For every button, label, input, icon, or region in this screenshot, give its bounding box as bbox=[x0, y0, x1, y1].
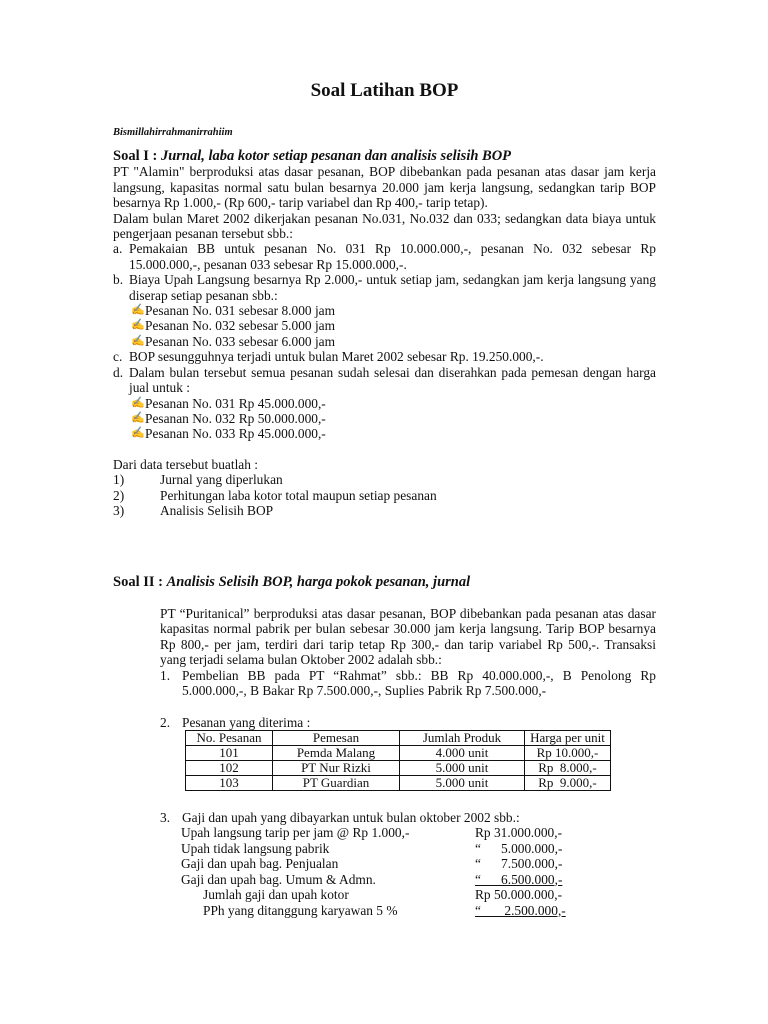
soal1-item-d-sub bbox=[113, 411, 656, 426]
soal1-heading-topic: Jurnal, laba kotor setiap pesanan dan analisis selisih BOP bbox=[160, 148, 512, 164]
item-marker: 1. bbox=[160, 667, 171, 683]
item-text: Pemakaian BB untuk pesanan No. 031 Rp 10.000.000,-, pesanan No. 032 sebesar Rp 15.000.000,-, pesanan 033 sebesar Rp 15.000.000,-. bbox=[129, 241, 656, 272]
wage-row bbox=[181, 856, 621, 872]
soal1-task-intro: Dari data tersebut buatlah : bbox=[113, 456, 259, 472]
table-cell: Rp 9.000,- bbox=[525, 776, 611, 791]
soal2-heading-topic: Analisis Selisih BOP, harga pokok pesanan, jurnal bbox=[166, 574, 471, 590]
soal1-paragraph-1: PT "Alamin" berproduksi atas dasar pesanan, BOP dibebankan pada pesanan atas dasar jam kerja langsung, kapasitas normal satu bulan besarnya 20.000 jam kerja langsung, sedangkan tarip BOP besarnya Rp 1.000,- (Rp 600,- tarip variabel dan Rp 400,- tarip tetap). bbox=[113, 164, 656, 211]
item-marker: b. bbox=[113, 272, 124, 288]
wage-amount: Rp 31.000.000,- bbox=[475, 825, 563, 840]
orders-table bbox=[185, 730, 611, 791]
soal1-item-c bbox=[113, 349, 656, 364]
table-cell: 5.000 unit bbox=[400, 761, 525, 776]
table-cell: PT Nur Rizki bbox=[273, 761, 400, 776]
table-cell: PT Guardian bbox=[273, 776, 400, 791]
table-cell: 4.000 unit bbox=[400, 746, 525, 761]
table-row bbox=[186, 761, 611, 776]
soal2-heading-label: Soal II : bbox=[113, 574, 167, 590]
soal2-item-3 bbox=[160, 810, 656, 825]
wage-row bbox=[181, 887, 621, 903]
soal2-item-2 bbox=[160, 715, 656, 730]
table-cell: 101 bbox=[186, 746, 273, 761]
table-header-cell: Jumlah Produk bbox=[400, 731, 525, 746]
document-title: Soal Latihan BOP bbox=[310, 80, 459, 101]
item-marker: c. bbox=[113, 349, 123, 365]
task-marker: 1) bbox=[113, 472, 125, 488]
soal1-item-a bbox=[113, 241, 656, 272]
wage-row bbox=[181, 825, 621, 841]
soal2-heading-wrap bbox=[113, 575, 656, 590]
wage-amount: “ 5.000.000,- bbox=[475, 840, 563, 856]
soal2-paragraph-1: PT “Puritanical” berproduksi atas dasar pesanan, BOP dibebankan pada pesanan atas dasar kapasitas normal pabrik per bulan sebesar 30.000 jam kerja langsung. Tarip BOP besarnya Rp 800,- per jam, terdiri dari tarip tetap Rp 300,- dan tarip variabel Rp 500,-. Transaksi yang terjadi selama bulan Oktober 2002 adalah sbb.: bbox=[160, 606, 656, 668]
item-text: Dalam bulan tersebut semua pesanan sudah selesai dan diserahkan pada pemesan dengan harga jual untuk : bbox=[129, 364, 656, 396]
table-row bbox=[186, 746, 611, 761]
table-header-row bbox=[186, 731, 611, 746]
soal2-item-1 bbox=[160, 668, 656, 699]
pen-bullet-icon: ✍ bbox=[131, 319, 145, 332]
soal1-paragraph-2: Dalam bulan Maret 2002 dikerjakan pesanan No.031, No.032 dan 033; sedangkan data biaya untuk pengerjaan pesanan tersebut sbb.: bbox=[113, 210, 656, 242]
pen-bullet-icon: ✍ bbox=[131, 334, 145, 347]
soal1-item-d-sub bbox=[113, 396, 656, 411]
task-marker: 3) bbox=[113, 502, 125, 518]
bismillah-line: Bismillahirrahmanirrahiim bbox=[113, 127, 233, 138]
soal1-item-b-sub bbox=[113, 334, 656, 349]
wage-row bbox=[181, 903, 621, 919]
item-text: Biaya Upah Langsung besarnya Rp 2.000,- untuk setiap jam, sedangkan jam kerja langsung yang diserap setiap pesanan sbb.: bbox=[129, 272, 656, 303]
soal1-task-item bbox=[113, 472, 656, 487]
sub-item-text: Pesanan No. 032 sebesar 5.000 jam bbox=[145, 318, 336, 334]
table-row bbox=[186, 776, 611, 791]
wage-amount: “ 2.500.000,- bbox=[475, 902, 566, 918]
table-header-cell: Pemesan bbox=[273, 731, 400, 746]
wage-label: PPh yang ditanggung karyawan 5 % bbox=[203, 902, 398, 918]
soal1-item-d-sub bbox=[113, 426, 656, 441]
soal1-task-item bbox=[113, 488, 656, 503]
wage-label: Upah langsung tarip per jam @ Rp 1.000,- bbox=[181, 825, 410, 840]
table-cell: Rp 10.000,- bbox=[525, 746, 611, 761]
wage-row bbox=[181, 841, 621, 857]
soal1-task-item bbox=[113, 503, 656, 518]
soal2-item-2-line bbox=[160, 715, 656, 730]
table-cell: Pemda Malang bbox=[273, 746, 400, 761]
soal1-item-b-sub bbox=[113, 318, 656, 333]
table-cell: 103 bbox=[186, 776, 273, 791]
item-text: Pesanan yang diterima : bbox=[182, 715, 311, 730]
soal1-heading-label: Soal I : bbox=[113, 148, 161, 164]
wage-label: Jumlah gaji dan upah kotor bbox=[203, 887, 349, 902]
item-text: Gaji dan upah yang dibayarkan untuk bulan oktober 2002 sbb.: bbox=[182, 810, 520, 825]
item-marker: 2. bbox=[160, 715, 171, 730]
pen-bullet-icon: ✍ bbox=[131, 427, 145, 440]
wage-amount: “ 7.500.000,- bbox=[475, 856, 563, 871]
sub-item-text: Pesanan No. 033 sebesar 6.000 jam bbox=[145, 333, 336, 349]
wages-list bbox=[181, 825, 621, 918]
item-marker: a. bbox=[113, 241, 123, 257]
table-cell: 102 bbox=[186, 761, 273, 776]
item-text: Pembelian BB pada PT “Rahmat” sbb.: BB Rp 40.000.000,-, B Penolong Rp 5.000.000,-, B Bakar Rp 7.500.000,-, Suplies Pabrik Rp 7.500.000,- bbox=[182, 667, 656, 699]
wage-amount: Rp 50.000.000,- bbox=[475, 887, 563, 902]
soal2-body bbox=[160, 606, 656, 698]
pen-bullet-icon: ✍ bbox=[131, 396, 145, 409]
task-text: Analisis Selisih BOP bbox=[160, 502, 274, 518]
pen-bullet-icon: ✍ bbox=[131, 411, 145, 424]
table-header-cell: No. Pesanan bbox=[186, 731, 273, 746]
soal1-item-d bbox=[113, 365, 656, 396]
pen-bullet-icon: ✍ bbox=[131, 304, 145, 317]
sub-item-text: Pesanan No. 032 Rp 50.000.000,- bbox=[145, 410, 326, 426]
task-text: Jurnal yang diperlukan bbox=[160, 472, 283, 488]
task-marker: 2) bbox=[113, 487, 125, 503]
wage-amount: “ 6.500.000,- bbox=[475, 871, 563, 887]
table-header-cell: Harga per unit bbox=[525, 731, 611, 746]
task-text: Perhitungan laba kotor total maupun setiap pesanan bbox=[160, 487, 437, 503]
item-marker: 3. bbox=[160, 810, 171, 825]
sub-item-text: Pesanan No. 031 sebesar 8.000 jam bbox=[145, 303, 336, 319]
wage-label: Upah tidak langsung pabrik bbox=[181, 840, 330, 856]
wage-row bbox=[181, 872, 621, 888]
soal1-heading bbox=[113, 149, 656, 164]
sub-item-text: Pesanan No. 031 Rp 45.000.000,- bbox=[145, 395, 326, 411]
soal1-item-b bbox=[113, 272, 656, 303]
table-cell: 5.000 unit bbox=[400, 776, 525, 791]
table-cell: Rp 8.000,- bbox=[525, 761, 611, 776]
item-marker: d. bbox=[113, 364, 124, 380]
item-text: BOP sesungguhnya terjadi untuk bulan Maret 2002 sebesar Rp. 19.250.000,-. bbox=[129, 349, 544, 365]
wage-label: Gaji dan upah bag. Penjualan bbox=[181, 856, 339, 871]
soal2-item-3-line bbox=[160, 810, 656, 825]
soal1-item-b-sub bbox=[113, 303, 656, 318]
sub-item-text: Pesanan No. 033 Rp 45.000.000,- bbox=[145, 426, 326, 442]
soal1-section bbox=[113, 149, 656, 518]
wage-label: Gaji dan upah bag. Umum & Admn. bbox=[181, 871, 376, 887]
document-page bbox=[113, 80, 656, 918]
soal2-heading bbox=[113, 575, 656, 590]
